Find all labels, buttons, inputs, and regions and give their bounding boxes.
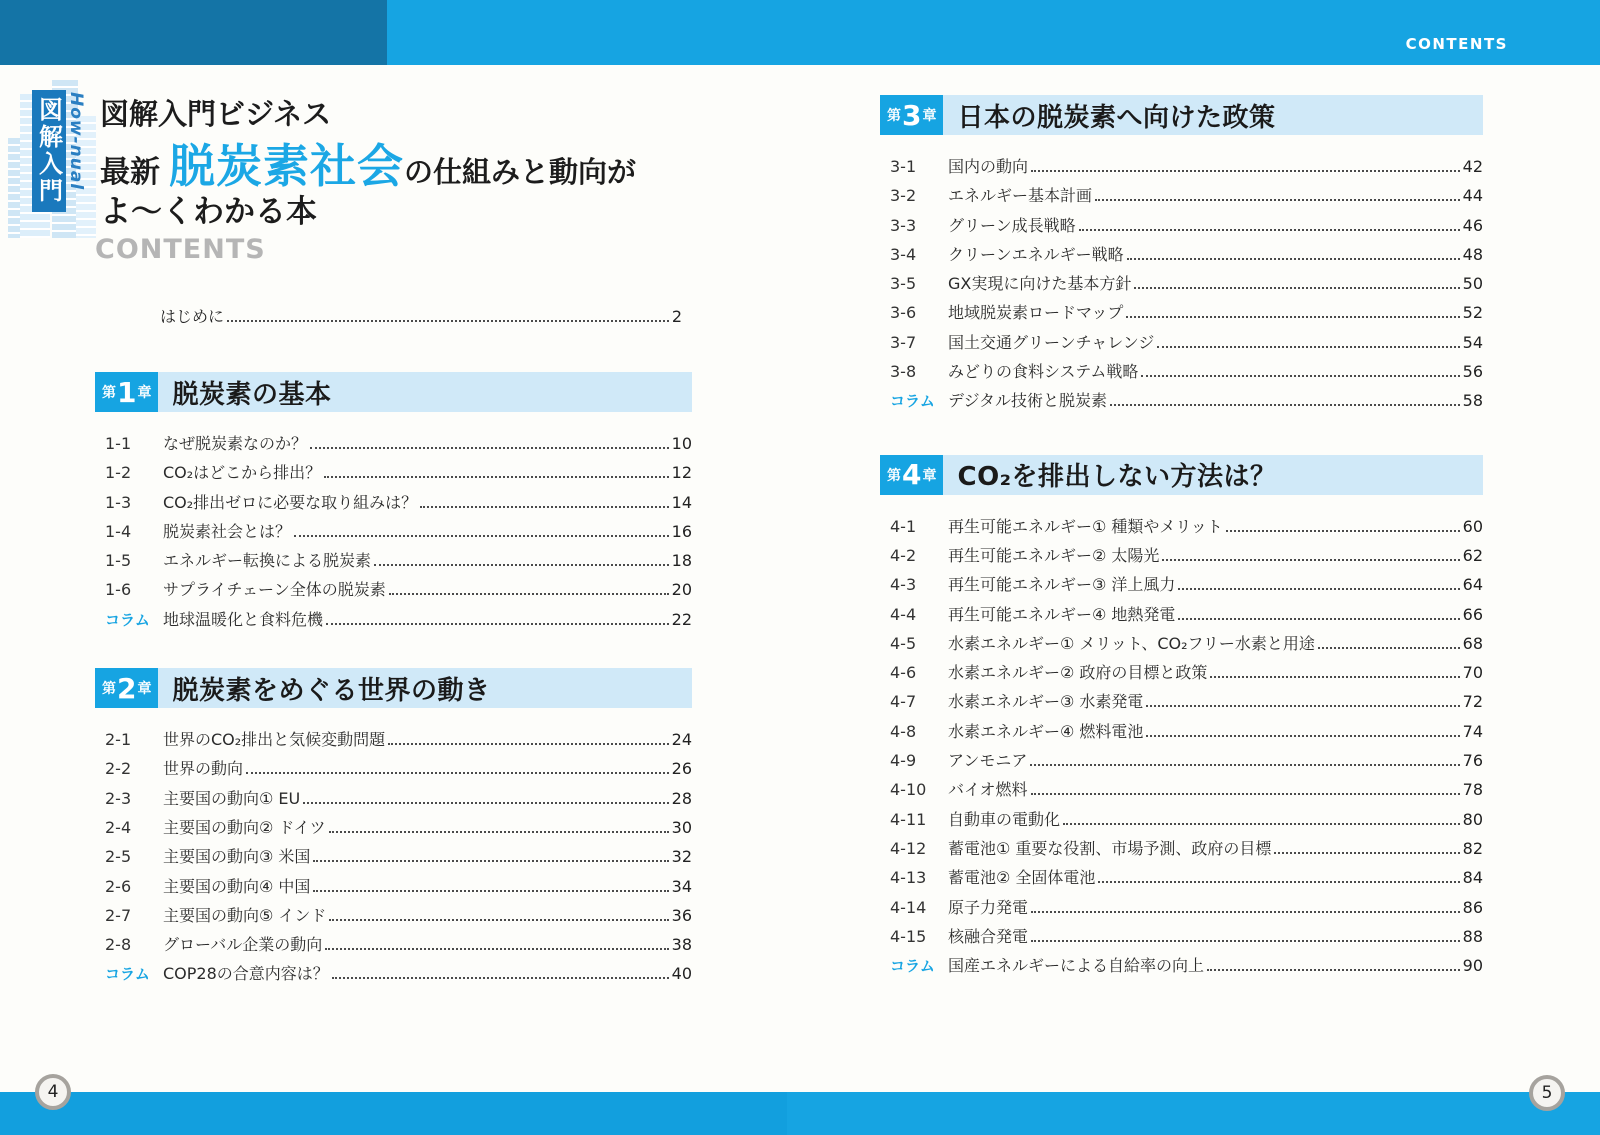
toc-number: 4-14 [890,897,927,917]
toc-row [95,781,692,810]
toc-title: 国産エネルギーによる自給率の向上 [948,956,1205,976]
toc-number: 1-3 [105,492,132,512]
dot-leader [1146,705,1459,707]
dot-leader [1098,881,1459,883]
toc-number: 4-15 [890,926,927,946]
toc-row [880,354,1483,383]
toc-row [880,626,1483,655]
dot-leader [1110,404,1460,406]
chapter-section [880,95,1483,413]
dot-leader [1141,375,1459,377]
dot-leader [1126,316,1459,318]
toc-page: 66 [1462,604,1483,624]
toc-number: 3-4 [890,244,917,264]
chapter-badge-suffix: 章 [137,681,152,698]
dot-leader [1318,647,1460,649]
title-line3: よ〜くわかる本 [100,194,317,230]
chapter-header [880,95,1483,135]
toc-title: エネルギー転換による脱炭素 [163,551,372,571]
dot-leader [325,948,668,950]
dot-leader [374,564,669,566]
dot-leader [303,802,668,804]
toc-number: 4-10 [890,780,927,800]
chapter-badge-suffix: 章 [137,385,152,401]
dot-leader [313,890,668,892]
chapters-right [880,95,1483,977]
toc-title: 再生可能エネルギー① 種類やメリット [948,516,1223,536]
toc-number: 4-5 [890,633,917,653]
toc-page: 16 [671,521,692,541]
series-brand: How-nual [66,92,86,191]
toc-row [95,543,692,572]
toc-page: 54 [1462,332,1483,352]
dot-leader [1207,969,1460,971]
toc-number: 4-1 [890,516,917,536]
left-column [95,70,692,986]
toc-row [880,509,1483,538]
toc-row [95,839,692,868]
page-number-left: 4 [35,1074,71,1110]
dot-leader [324,476,668,478]
toc-number: コラム [890,957,935,976]
toc-number: コラム [890,392,935,411]
toc-number: 2-5 [105,847,132,867]
toc-page: 30 [671,817,692,837]
toc-number: 4-8 [890,721,917,741]
toc-number: 3-5 [890,274,917,294]
dot-leader [1178,618,1459,620]
toc-number: 3-1 [890,157,917,176]
dot-leader [1134,287,1459,289]
toc-number: 2-8 [105,935,132,955]
dot-leader [420,506,668,508]
dot-leader [310,447,669,449]
toc-page: 2 [671,307,682,326]
toc-title: みどりの食料システム戦略 [948,362,1139,382]
toc-row [95,956,692,985]
toc-row [95,602,692,631]
dot-leader [1226,530,1460,532]
toc-title: 主要国の動向⑤ インド [163,905,327,925]
dot-leader [227,320,669,322]
toc-page: 46 [1462,215,1483,235]
toc-number: 2-4 [105,817,132,837]
toc-title: 国土交通グリーンチャレンジ [948,332,1155,352]
toc-number: 2-7 [105,905,132,925]
chapter-section [95,372,692,631]
title-prefix: 最新 [100,155,160,190]
chapter-badge-suffix: 章 [922,467,937,484]
toc-page: 18 [671,551,692,571]
chapter-title: CO₂を排出しない方法は？ [957,462,1277,493]
toc-title: GX実現に向けた基本方針 [948,274,1132,294]
toc-page: 90 [1462,956,1483,976]
toc-row [880,860,1483,889]
dot-leader [389,593,669,595]
toc-number: 2-1 [105,730,132,750]
toc-number: 2-6 [105,876,132,896]
dot-leader [326,623,669,625]
toc-number: 4-11 [890,809,927,829]
toc-row [880,325,1483,354]
book-title [95,70,692,230]
chapter-title: 脱炭素をめぐる世界の動き [172,675,491,706]
toc-row [95,485,692,514]
toc-page: 14 [671,492,692,512]
dot-leader [332,977,669,979]
toc-page: 12 [671,463,692,483]
toc-row [880,655,1483,684]
toc-number: 3-3 [890,215,917,235]
toc-page: 26 [671,759,692,779]
toc-row [95,514,692,543]
toc-title: 自動車の電動化 [948,809,1061,829]
dot-leader [1178,588,1459,590]
toc-page: 42 [1462,157,1483,176]
dot-leader [1031,911,1460,913]
toc-title: グローバル企業の動向 [163,935,323,955]
toc-page: 82 [1462,838,1483,858]
toc-title: 地域脱炭素ロードマップ [948,303,1124,323]
toc-title: 水素エネルギー① メリット、CO₂フリー水素と用途 [948,633,1315,653]
dot-leader [1030,764,1459,766]
toc-number: 1-1 [105,434,132,453]
toc-row [880,383,1483,412]
toc-number: 4-12 [890,838,927,858]
toc-title: COP28の合意内容は？ [163,964,329,984]
toc-page: 68 [1462,633,1483,653]
toc-title: 世界のCO₂排出と気候変動問題 [163,730,386,750]
toc-page: 20 [671,580,692,600]
dot-leader [329,831,669,833]
toc-row [880,890,1483,919]
chapter-badge-prefix: 第 [887,467,901,484]
toc-title: 蓄電池① 重要な役割、市場予測、政府の目標 [948,838,1272,858]
toc-row [880,266,1483,295]
toc-page: 52 [1462,303,1483,323]
dot-leader [1162,559,1459,561]
toc-page: 44 [1462,186,1483,206]
bottom-band-dark-segment [0,1092,787,1135]
toc-title: 脱炭素社会とは？ [163,521,292,541]
chapter-badge [95,668,158,708]
toc-title: 再生可能エネルギー④ 地熱発電 [948,604,1176,624]
toc-number: 1-6 [105,580,132,600]
toc-row [880,831,1483,860]
dot-leader [1031,793,1460,795]
toc-page: 24 [671,730,692,750]
series-logo [6,72,98,240]
toc-title: バイオ燃料 [948,780,1028,800]
dot-leader [1079,229,1460,231]
toc-title: エネルギー基本計画 [948,186,1093,206]
toc-row [95,898,692,927]
dot-leader [246,772,669,774]
title-highlight: 脱炭素社会 [169,139,404,193]
toc-list [95,708,692,986]
toc-page: 72 [1462,692,1483,712]
toc-page: 60 [1462,516,1483,536]
chapters-left [95,372,692,986]
toc-row [880,149,1483,178]
right-column [880,95,1483,977]
toc-row [880,295,1483,324]
contents-heading: CONTENTS [95,234,266,265]
toc-number: 3-6 [890,303,917,323]
chapter-badge-prefix: 第 [887,108,901,124]
chapter-badge [95,372,158,412]
chapter-badge-prefix: 第 [102,681,116,698]
toc-title: 国内の動向 [948,157,1029,176]
dot-leader [313,860,668,862]
toc-row [95,455,692,484]
toc-list [880,135,1483,413]
toc-title: 地球温暖化と食料危機 [163,609,324,629]
toc-number: 4-4 [890,604,917,624]
dot-leader [1031,940,1460,942]
toc-title: CO₂排出ゼロに必要な取り組みは？ [163,492,418,512]
toc-number: 4-6 [890,663,917,683]
toc-page: 76 [1462,751,1483,771]
toc-page: 70 [1462,663,1483,683]
top-band [0,0,1600,65]
toc-page: 38 [671,935,692,955]
toc-list [880,495,1483,978]
series-logo-label: 図解入門 [34,97,63,205]
toc-title: 原子力発電 [948,897,1029,917]
toc-number: 1-5 [105,551,132,571]
toc-page: 74 [1462,721,1483,741]
dot-leader [294,535,669,537]
toc-row [880,772,1483,801]
page-number-right: 5 [1529,1075,1565,1111]
toc-page: 50 [1462,274,1483,294]
running-head-contents: CONTENTS [1405,35,1508,53]
toc-page: 32 [671,847,692,867]
toc-row [95,869,692,898]
front-matter-label: はじめに [160,307,225,326]
toc-number: 3-2 [890,186,917,206]
toc-row [95,722,692,751]
toc-title: なぜ脱炭素なのか？ [163,434,308,453]
toc-row [95,572,692,601]
toc-page: 78 [1462,780,1483,800]
toc-page: 40 [671,964,692,984]
toc-title: 主要国の動向② ドイツ [163,817,326,837]
toc-title: 再生可能エネルギー③ 洋上風力 [948,575,1176,595]
toc-page: 84 [1462,868,1483,888]
dot-leader [388,743,668,745]
dot-leader [1063,823,1460,825]
toc-number: 3-7 [890,332,917,352]
toc-number: 4-2 [890,545,917,565]
toc-title: 水素エネルギー④ 燃料電池 [948,721,1144,741]
toc-title: 世界の動向 [163,759,244,779]
toc-row [880,178,1483,207]
toc-title: CO₂はどこから排出？ [163,463,322,483]
toc-page: 62 [1462,545,1483,565]
dot-leader [1210,676,1459,678]
toc-page: 88 [1462,926,1483,946]
toc-title: 再生可能エネルギー② 太陽光 [948,545,1160,565]
chapter-badge [880,455,943,495]
chapter-badge-suffix: 章 [922,108,937,124]
toc-row [95,810,692,839]
toc-number: 4-13 [890,868,927,888]
chapter-section [95,668,692,986]
chapter-header [95,668,692,708]
toc-number: 1-4 [105,521,132,541]
chapter-badge-number: 2 [117,671,137,705]
top-band-dark-segment [0,0,387,65]
toc-page: 56 [1462,362,1483,382]
toc-row [880,802,1483,831]
toc-title: グリーン成長戦略 [948,215,1076,235]
toc-page: 58 [1462,391,1483,411]
toc-list [95,412,692,631]
toc-number: 3-8 [890,362,917,382]
toc-row [95,426,692,455]
series-logo-box [32,90,66,212]
toc-title: 主要国の動向① EU [163,788,301,808]
dot-leader [1274,852,1459,854]
toc-title: デジタル技術と脱炭素 [948,391,1108,411]
toc-page: 28 [671,788,692,808]
toc-title: クリーンエネルギー戦略 [948,244,1124,264]
chapter-badge-number: 1 [117,375,137,409]
toc-title: 水素エネルギー③ 水素発電 [948,692,1144,712]
toc-row [880,208,1483,237]
front-matter-row [160,304,682,326]
toc-page: 64 [1462,575,1483,595]
toc-row [880,567,1483,596]
toc-number: コラム [105,965,150,984]
toc-page: 22 [671,609,692,629]
toc-number: 4-7 [890,692,917,712]
chapter-header [880,455,1483,495]
chapter-badge-prefix: 第 [102,385,116,401]
chapter-header [95,372,692,412]
toc-title: 蓄電池② 全固体電池 [948,868,1096,888]
toc-number: 4-9 [890,751,917,771]
toc-number: 1-2 [105,463,132,483]
book-series-line: 図解入門ビジネス [100,97,332,131]
toc-page: 48 [1462,244,1483,264]
toc-row [880,684,1483,713]
toc-number: 2-2 [105,759,132,779]
dot-leader [329,919,668,921]
toc-page: 36 [671,905,692,925]
title-suffix: の仕組みと動向が [404,155,637,189]
toc-number: 2-3 [105,788,132,808]
chapter-title: 日本の脱炭素へ向けた政策 [957,102,1276,133]
chapter-badge-number: 3 [902,98,922,132]
toc-title: 核融合発電 [948,926,1029,946]
toc-title: 水素エネルギー② 政府の目標と政策 [948,663,1208,683]
chapter-section [880,455,1483,978]
toc-row [880,743,1483,772]
toc-number: 4-3 [890,575,917,595]
toc-row [880,948,1483,977]
toc-row [880,714,1483,743]
toc-title: 主要国の動向④ 中国 [163,876,311,896]
dot-leader [1157,346,1459,348]
bottom-band [0,1092,1600,1135]
dot-leader [1031,170,1460,172]
chapter-badge-number: 4 [902,458,922,492]
toc-row [95,927,692,956]
toc-page: 86 [1462,897,1483,917]
toc-row [880,919,1483,948]
book-title-line [100,130,692,193]
toc-row [880,597,1483,626]
toc-row [880,237,1483,266]
toc-row [95,751,692,780]
toc-row [880,538,1483,567]
dot-leader [1146,735,1459,737]
toc-number: コラム [105,610,150,629]
toc-title: サプライチェーン全体の脱炭素 [163,580,386,600]
toc-page: 80 [1462,809,1483,829]
toc-page: 34 [671,876,692,896]
toc-page: 10 [671,434,692,453]
toc-title: 主要国の動向③ 米国 [163,847,311,867]
chapter-title: 脱炭素の基本 [172,379,332,410]
dot-leader [1127,258,1460,260]
chapter-badge [880,95,943,135]
dot-leader [1095,199,1460,201]
toc-title: アンモニア [948,751,1028,771]
